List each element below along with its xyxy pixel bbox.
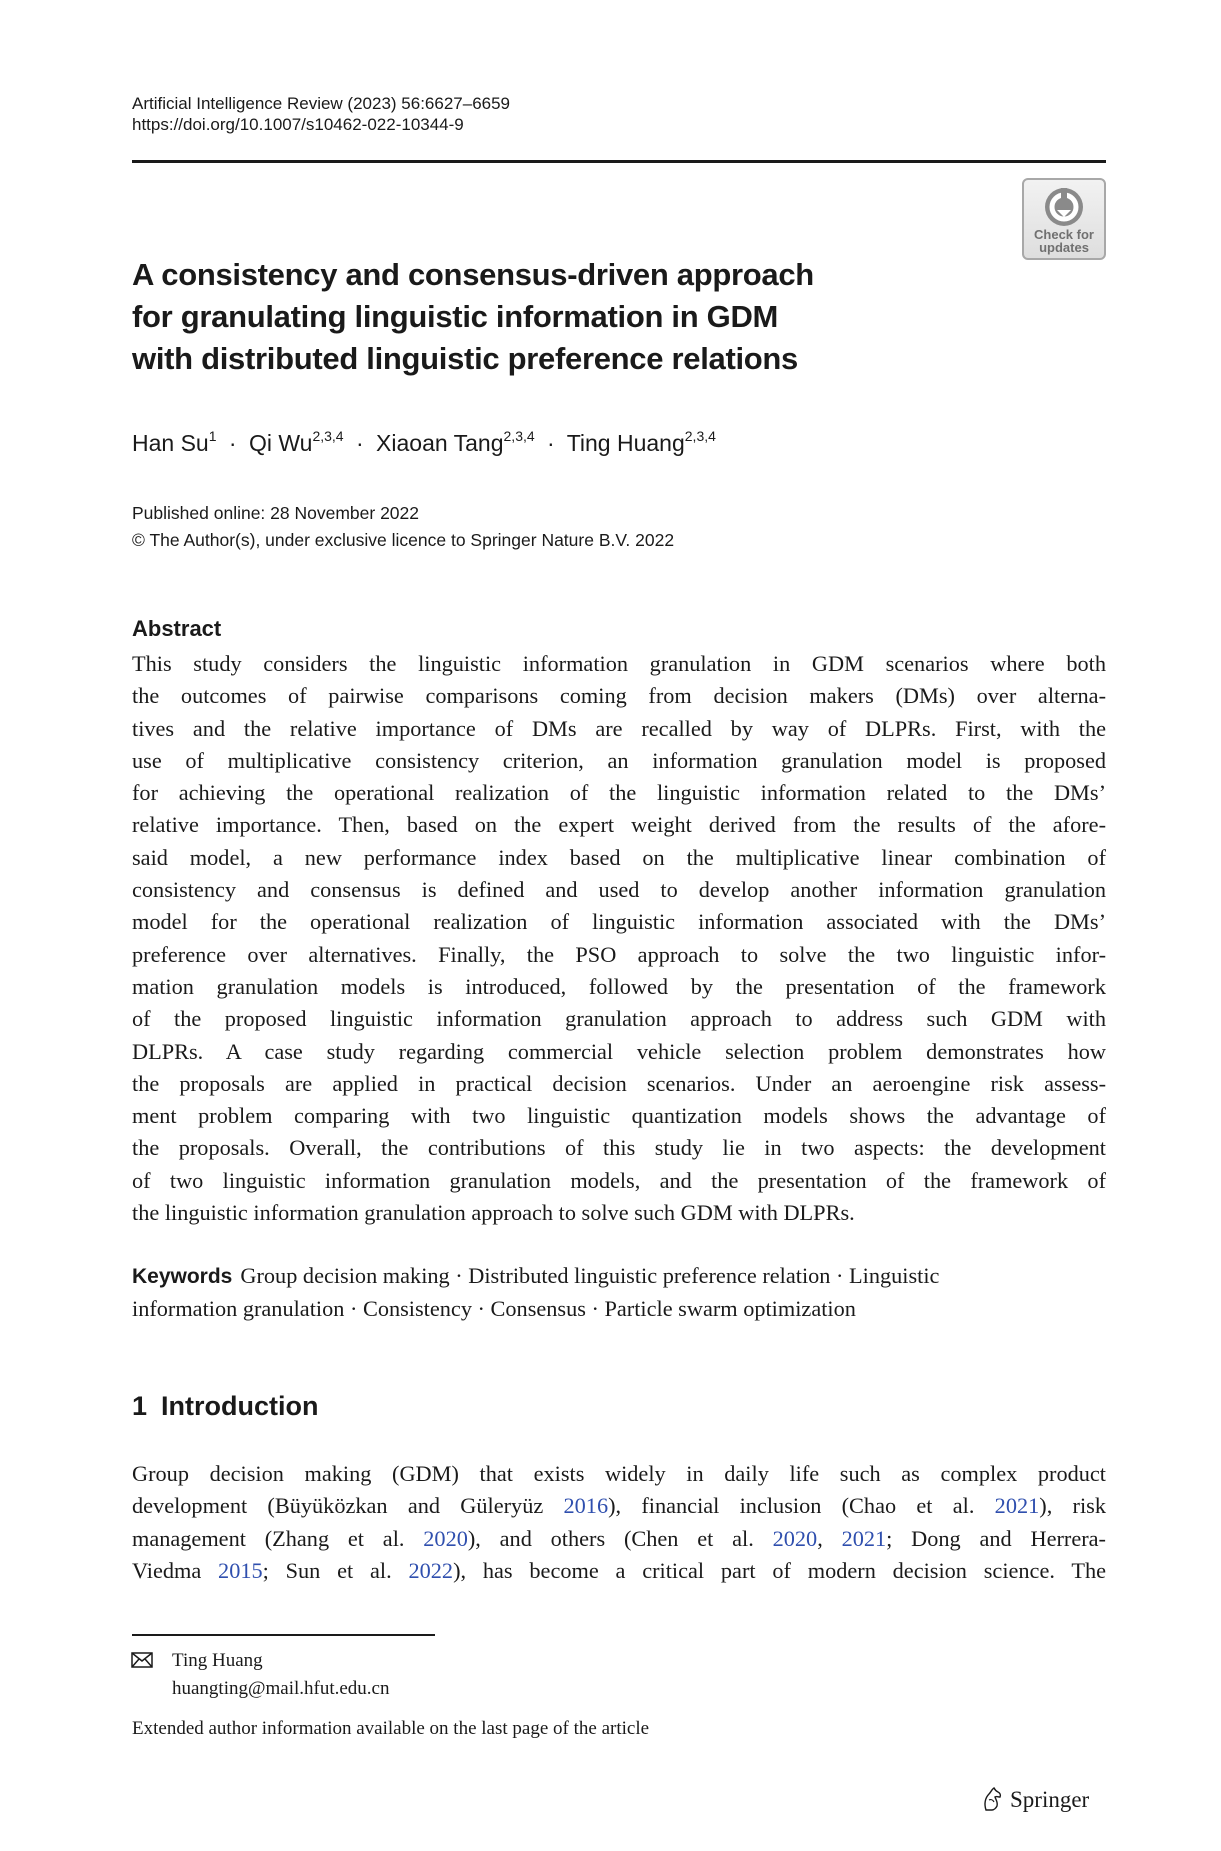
introduction-line bbox=[132, 1490, 1106, 1522]
footnote-divider bbox=[132, 1634, 435, 1636]
introduction-text: ), risk bbox=[1039, 1493, 1106, 1519]
introduction-heading bbox=[132, 1390, 319, 1422]
introduction-text: development (Büyüközkan and Güleryüz bbox=[132, 1493, 564, 1519]
introduction-text: Group decision making (GDM) that exists widely in daily life such as complex product bbox=[132, 1461, 1106, 1486]
title-line: A consistency and consensus-driven approach bbox=[132, 257, 814, 292]
introduction-line bbox=[132, 1555, 1106, 1587]
check-for-updates-icon bbox=[1043, 186, 1085, 228]
abstract-line: the linguistic information granulation approach to solve such GDM with DLPRs. bbox=[132, 1200, 855, 1226]
badge-line-2: updates bbox=[1039, 240, 1089, 255]
abstract-line: DLPRs. A case study regarding commercial vehicle selection problem demonstrates how bbox=[132, 1038, 1106, 1064]
badge-line-1: Check for bbox=[1034, 227, 1094, 242]
citation-link[interactable]: 2020 bbox=[423, 1525, 468, 1551]
paper-title bbox=[132, 254, 892, 380]
abstract-line: said model, a new performance index based on the multiplicative linear combination of bbox=[132, 844, 1106, 870]
extended-author-info: Extended author information available on the last page of the article bbox=[132, 1718, 650, 1739]
title-line: for granulating linguistic information in GDM bbox=[132, 299, 779, 334]
header-divider bbox=[132, 160, 1106, 163]
keywords-line-2: information granulation · Consistency · Consensus · Particle swarm optimization bbox=[132, 1296, 856, 1322]
title-line: with distributed linguistic preference relations bbox=[132, 341, 798, 376]
published-date: Published online: 28 November 2022 bbox=[132, 503, 419, 523]
introduction-line bbox=[132, 1523, 1106, 1555]
envelope-icon bbox=[131, 1652, 153, 1668]
check-for-updates-badge[interactable] bbox=[1022, 178, 1106, 260]
author-affiliation: 2,3,4 bbox=[503, 428, 535, 444]
springer-logo bbox=[980, 1784, 1108, 1816]
introduction-text: management (Zhang et al. bbox=[132, 1525, 424, 1551]
abstract-line: tives and the relative importance of DMs are recalled by way of DLPRs. First, with the bbox=[132, 715, 1106, 741]
abstract-line: ment problem comparing with two linguistic quantization models shows the advantage of bbox=[132, 1103, 1106, 1129]
abstract-line: preference over alternatives. Finally, the PSO approach to solve the two linguistic infor- bbox=[132, 941, 1106, 967]
author-separator: · bbox=[547, 430, 555, 456]
introduction-text: ; Dong and Herrera- bbox=[886, 1525, 1106, 1551]
citation-link[interactable]: 2021 bbox=[841, 1525, 887, 1551]
abstract-heading: Abstract bbox=[132, 616, 222, 641]
corresponding-author-name: Ting Huang bbox=[172, 1650, 263, 1671]
introduction-text: ; Sun et al. bbox=[262, 1557, 409, 1583]
citation-link[interactable]: 2020 bbox=[772, 1525, 818, 1551]
copyright-notice: © The Author(s), under exclusive licence to Springer Nature B.V. 2022 bbox=[132, 530, 675, 550]
abstract-line: use of multiplicative consistency criterion, an information granulation model is proposed bbox=[132, 747, 1106, 773]
introduction-line bbox=[132, 1458, 1106, 1490]
section-number: 1 bbox=[132, 1391, 148, 1421]
author-affiliation: 1 bbox=[208, 428, 217, 444]
abstract-line: the proposals. Overall, the contributions of this study lie in two aspects: the development bbox=[132, 1135, 1106, 1161]
citation-link[interactable]: 2022 bbox=[408, 1557, 454, 1583]
author-affiliation: 2,3,4 bbox=[684, 428, 716, 444]
author-affiliation: 2,3,4 bbox=[312, 428, 344, 444]
author-separator: · bbox=[228, 430, 237, 456]
keywords-section bbox=[132, 1260, 1106, 1326]
introduction-text: ), has become a critical part of modern decision science. The bbox=[453, 1557, 1106, 1583]
abstract-line: the outcomes of pairwise comparisons coming from decision makers (DMs) over alterna- bbox=[132, 683, 1106, 709]
abstract-line: consistency and consensus is defined and used to develop another information granulation bbox=[132, 877, 1106, 903]
keywords-line-1 bbox=[132, 1260, 1106, 1293]
citation-link[interactable]: 2015 bbox=[218, 1557, 263, 1583]
abstract-line: model for the operational realization of linguistic information associated with the DMs’ bbox=[132, 909, 1106, 935]
abstract-line: relative importance. Then, based on the expert weight derived from the results of the afore- bbox=[132, 812, 1106, 838]
keywords-label: Keywords bbox=[132, 1265, 233, 1288]
springer-horse-icon bbox=[980, 1786, 1004, 1812]
abstract-body bbox=[132, 648, 1106, 1229]
introduction-body bbox=[132, 1458, 1106, 1587]
author-separator: · bbox=[355, 430, 364, 456]
author-list bbox=[132, 428, 716, 458]
introduction-text: ), and others (Chen et al. bbox=[467, 1525, 773, 1551]
abstract-line: mation granulation models is introduced, followed by the presentation of the framework bbox=[132, 973, 1106, 999]
abstract-line: of two linguistic information granulation models, and the presentation of the framework of bbox=[132, 1167, 1106, 1193]
author-name[interactable]: Qi Wu bbox=[248, 430, 313, 456]
introduction-text: , bbox=[817, 1525, 842, 1551]
abstract-line: This study considers the linguistic information granulation in GDM scenarios where both bbox=[132, 651, 1106, 676]
introduction-text: Viedma bbox=[132, 1557, 219, 1583]
journal-citation: Artificial Intelligence Review (2023) 56:6627–6659 bbox=[132, 94, 511, 113]
keywords-text: Group decision making · Distributed linguistic preference relation · Linguistic bbox=[240, 1263, 940, 1288]
abstract-line: of the proposed linguistic information granulation approach to address such GDM with bbox=[132, 1006, 1106, 1032]
citation-link[interactable]: 2016 bbox=[563, 1493, 609, 1519]
author-name[interactable]: Ting Huang bbox=[566, 430, 685, 456]
author-name[interactable]: Han Su bbox=[132, 430, 209, 456]
citation-link[interactable]: 2021 bbox=[994, 1493, 1040, 1519]
introduction-text: ), financial inclusion (Chao et al. bbox=[608, 1493, 995, 1519]
corresponding-author-email[interactable]: huangting@mail.hfut.edu.cn bbox=[172, 1678, 390, 1699]
author-name[interactable]: Xiaoan Tang bbox=[376, 430, 504, 456]
abstract-line: for achieving the operational realization of the linguistic information related to the DMs’ bbox=[132, 780, 1106, 806]
doi-link[interactable]: https://doi.org/10.1007/s10462-022-10344-9 bbox=[132, 115, 464, 134]
publisher-name: Springer bbox=[1010, 1787, 1090, 1812]
abstract-line: the proposals are applied in practical decision scenarios. Under an aeroengine risk assess- bbox=[132, 1070, 1106, 1096]
section-title: Introduction bbox=[161, 1391, 319, 1421]
